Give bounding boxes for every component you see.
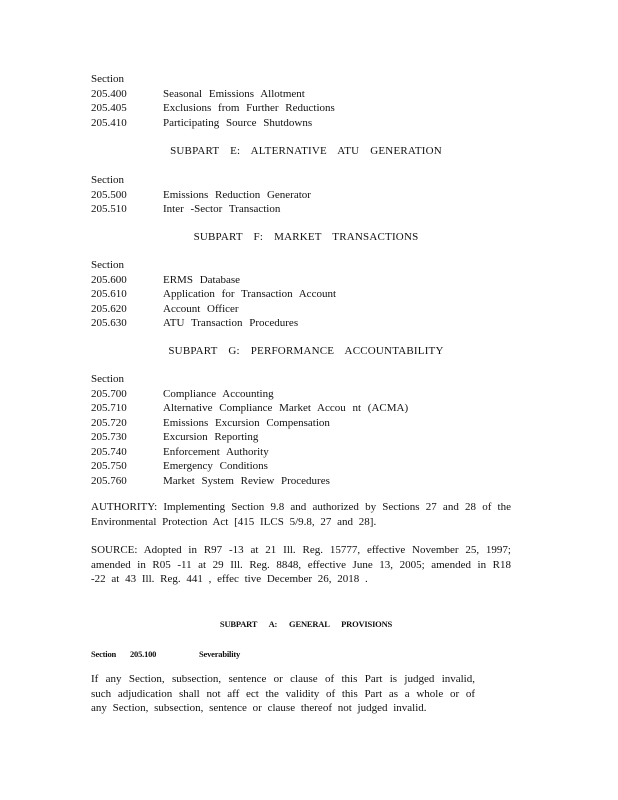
- section-title: Account Officer: [163, 302, 239, 315]
- toc-row: [91, 202, 521, 217]
- toc-row: [91, 316, 521, 331]
- section-title: Participating Source Shutdowns: [163, 116, 313, 129]
- toc-row: [91, 430, 521, 445]
- toc-row: [91, 302, 521, 317]
- toc-row: [91, 459, 521, 474]
- section-number: 205.100: [130, 649, 157, 659]
- toc-block-subpart-f: [91, 258, 521, 331]
- section-number: 205.510: [91, 203, 127, 215]
- section-number: 205.760: [91, 474, 127, 487]
- section-title: Application for Transaction Account: [163, 288, 337, 300]
- toc-row: [91, 87, 521, 102]
- section-title: Severability: [199, 649, 241, 659]
- section-number: 205.410: [91, 116, 127, 129]
- section-title: Seasonal Emissions Allotment: [163, 87, 305, 100]
- section-number: 205.500: [91, 188, 127, 201]
- section-title: Alternative Compliance Market Accou nt (ACMA): [163, 402, 409, 414]
- authority-paragraph: AUTHORITY: Implementing Section 9.8 and authorized by Sections 27 and 28 of the Environmental Protection Act [415 ILCS 5/9.8, 27 and 28].: [91, 501, 511, 528]
- section-title: Exclusions from Further Reductions: [163, 102, 335, 114]
- toc-row: [91, 101, 521, 116]
- section-title: Emissions Excursion Compensation: [163, 416, 330, 429]
- section-title: Inter -Sector Transaction: [163, 203, 281, 215]
- section-title: Enforcement Authority: [163, 445, 269, 458]
- section-number: 205.740: [91, 445, 127, 458]
- section-number: 205.750: [91, 460, 127, 472]
- section-title: ERMS Database: [163, 273, 241, 286]
- section-title: Emergency Conditions: [163, 460, 268, 472]
- toc-row: [91, 445, 521, 460]
- subpart-f-heading: SUBPART F: MARKET TRANSACTIONS: [193, 231, 419, 243]
- section-number: 205.610: [91, 288, 127, 300]
- subpart-g-heading: SUBPART G: PERFORMANCE ACCOUNTABILITY: [168, 345, 444, 357]
- section-title: Emissions Reduction Generator: [163, 188, 311, 201]
- toc-block-subpart-g: [91, 372, 521, 488]
- toc-row: [91, 401, 521, 416]
- toc-block-subpart-e: [91, 173, 521, 217]
- section-number: 205.620: [91, 302, 127, 315]
- toc-row: [91, 387, 521, 402]
- section-number: 205.700: [91, 387, 127, 400]
- section-number: 205.600: [91, 273, 127, 286]
- section-number: 205.400: [91, 87, 127, 100]
- toc-row: [91, 273, 521, 288]
- section-label: Section: [91, 649, 117, 659]
- section-number: 205.405: [91, 102, 127, 114]
- severability-paragraph: If any Section, subsection, sentence or clause of this Part is judged invalid, such adjudication shall not aff ect the validity of this Part as a whole or of any Section, subsection, sentence or clause thereof not judged invalid.: [91, 673, 475, 714]
- subpart-a-heading: SUBPART A: GENERAL PROVISIONS: [219, 619, 393, 629]
- toc-row: [91, 287, 521, 302]
- toc-block-subpart-d: [91, 72, 521, 130]
- section-heading: Section: [91, 174, 124, 186]
- section-title: Market System Review Procedures: [163, 474, 330, 487]
- toc-row: [91, 116, 521, 131]
- toc-row: [91, 474, 521, 489]
- section-heading: Section: [91, 73, 124, 85]
- section-title: Excursion Reporting: [163, 431, 259, 443]
- section-number: 205.630: [91, 317, 127, 329]
- section-title: Compliance Accounting: [163, 387, 274, 400]
- toc-row: [91, 416, 521, 431]
- section-heading: Section: [91, 259, 124, 271]
- section-title: ATU Transaction Procedures: [163, 317, 299, 329]
- source-paragraph: SOURCE: Adopted in R97 -13 at 21 Ill. Reg. 15777, effective November 25, 1997; amended in R05 -11 at 29 Ill. Reg. 8848, effective June 13, 2005; amended in R18 -22 at 43 Ill. Reg. 441 , effec tive December 26, 2018 .: [91, 544, 511, 585]
- section-number: 205.720: [91, 416, 127, 429]
- subpart-e-heading: SUBPART E: ALTERNATIVE ATU GENERATION: [170, 145, 442, 157]
- section-heading: Section: [91, 373, 124, 385]
- toc-row: [91, 188, 521, 203]
- section-number: 205.710: [91, 402, 127, 414]
- section-number: 205.730: [91, 431, 127, 443]
